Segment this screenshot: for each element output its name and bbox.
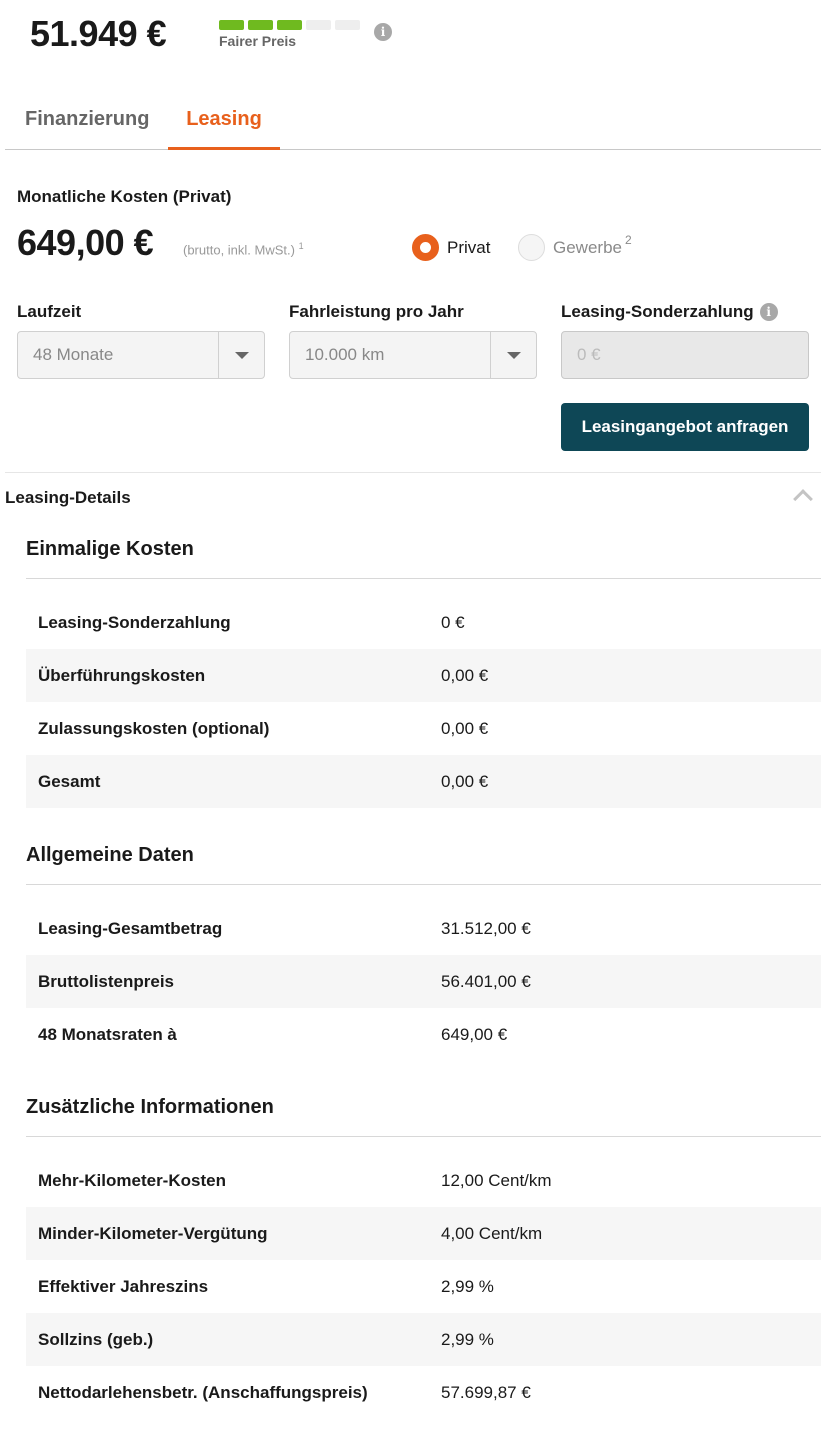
rating-bar <box>219 20 244 30</box>
divider <box>5 472 821 473</box>
section-zusaetzliche-informationen <box>26 1089 821 1419</box>
laufzeit-value: 48 Monate <box>33 345 114 364</box>
table-row <box>26 1154 821 1207</box>
row-key: Mehr-Kilometer-Kosten <box>38 1170 226 1190</box>
table-row <box>26 1366 821 1419</box>
table-row <box>26 1008 821 1061</box>
row-key: Nettodarlehensbetr. (Anschaffungspreis) <box>38 1382 368 1402</box>
leasing-details-title[interactable]: Leasing-Details <box>5 488 131 507</box>
fahrleistung-label: Fahrleistung pro Jahr <box>289 302 464 321</box>
radio-checked-icon[interactable] <box>412 234 439 261</box>
sonderzahlung-label-wrap <box>561 302 778 322</box>
fahrleistung-value: 10.000 km <box>305 345 385 364</box>
monthly-note-text: (brutto, inkl. MwSt.) <box>183 242 295 258</box>
row-value: 2,99 % <box>441 1329 494 1349</box>
request-leasing-offer-button[interactable]: Leasingangebot anfragen <box>561 403 809 451</box>
table-row <box>26 649 821 702</box>
row-value: 31.512,00 € <box>441 918 531 938</box>
footnote-marker: 2 <box>624 232 632 247</box>
table-row <box>26 902 821 955</box>
row-value: 2,99 % <box>441 1276 494 1296</box>
tab-finanzierung[interactable]: Finanzierung <box>25 108 150 130</box>
row-value: 56.401,00 € <box>441 971 531 991</box>
detail-rows <box>26 596 821 808</box>
rating-bars <box>219 20 379 30</box>
row-key: Gesamt <box>38 771 101 791</box>
row-key: Sollzins (geb.) <box>38 1329 154 1349</box>
radio-privat[interactable] <box>412 234 490 261</box>
laufzeit-select[interactable] <box>17 331 265 379</box>
footnote-marker: 1 <box>298 241 304 251</box>
price-header <box>30 14 166 54</box>
monthly-cost-price: 649,00 € <box>17 222 154 263</box>
info-icon[interactable]: i <box>760 303 778 321</box>
row-value: 4,00 Cent/km <box>441 1223 543 1243</box>
rating-label: Fairer Preis <box>219 33 297 49</box>
laufzeit-label: Laufzeit <box>17 302 82 321</box>
row-value: 0,00 € <box>441 771 489 791</box>
row-key: Leasing-Gesamtbetrag <box>38 918 223 938</box>
table-row <box>26 596 821 649</box>
fahrleistung-select[interactable] <box>289 331 537 379</box>
monthly-cost-label: Monatliche Kosten (Privat) <box>17 187 232 206</box>
row-key: Effektiver Jahreszins <box>38 1276 209 1296</box>
radio-gewerbe-label: Gewerbe <box>553 237 622 257</box>
rating-bar <box>335 20 360 30</box>
price-rating <box>219 20 379 49</box>
rating-bar <box>277 20 302 30</box>
monthly-cost-note <box>183 241 304 257</box>
radio-unchecked-icon[interactable] <box>518 234 545 261</box>
table-row <box>26 1313 821 1366</box>
table-row <box>26 1207 821 1260</box>
table-row <box>26 755 821 808</box>
radio-privat-label: Privat <box>447 237 491 257</box>
info-icon[interactable]: i <box>374 23 392 41</box>
section-einmalige-kosten <box>26 531 821 808</box>
chevron-down-icon[interactable] <box>490 332 536 378</box>
row-value: 12,00 Cent/km <box>441 1170 552 1190</box>
detail-rows <box>26 902 821 1061</box>
row-key: Bruttolistenpreis <box>38 971 175 991</box>
row-key: 48 Monatsraten à <box>38 1024 177 1044</box>
section-allgemeine-daten <box>26 837 821 1061</box>
table-row <box>26 955 821 1008</box>
row-key: Leasing-Sonderzahlung <box>38 612 231 632</box>
vehicle-price: 51.949 € <box>30 13 167 54</box>
finance-tabs <box>5 98 821 150</box>
section-title: Einmalige Kosten <box>26 531 821 579</box>
row-value: 0 € <box>441 612 465 632</box>
table-row <box>26 1260 821 1313</box>
chevron-down-icon[interactable] <box>218 332 264 378</box>
table-row <box>26 702 821 755</box>
row-value: 649,00 € <box>441 1024 508 1044</box>
row-value: 57.699,87 € <box>441 1382 531 1402</box>
sonderzahlung-label: Leasing-Sonderzahlung <box>561 302 754 321</box>
sonderzahlung-input[interactable]: 0 € <box>561 331 809 379</box>
row-value: 0,00 € <box>441 718 489 738</box>
rating-bar <box>306 20 331 30</box>
section-title: Allgemeine Daten <box>26 837 821 885</box>
section-title: Zusätzliche Informationen <box>26 1089 821 1137</box>
rating-bar <box>248 20 273 30</box>
detail-rows <box>26 1154 821 1419</box>
chevron-up-icon[interactable] <box>793 489 813 509</box>
tab-leasing[interactable]: Leasing <box>168 98 280 150</box>
row-key: Zulassungskosten (optional) <box>38 718 270 738</box>
radio-gewerbe[interactable] <box>518 234 632 261</box>
row-key: Überführungskosten <box>38 665 206 685</box>
row-key: Minder-Kilometer-Vergütung <box>38 1223 268 1243</box>
row-value: 0,00 € <box>441 665 489 685</box>
